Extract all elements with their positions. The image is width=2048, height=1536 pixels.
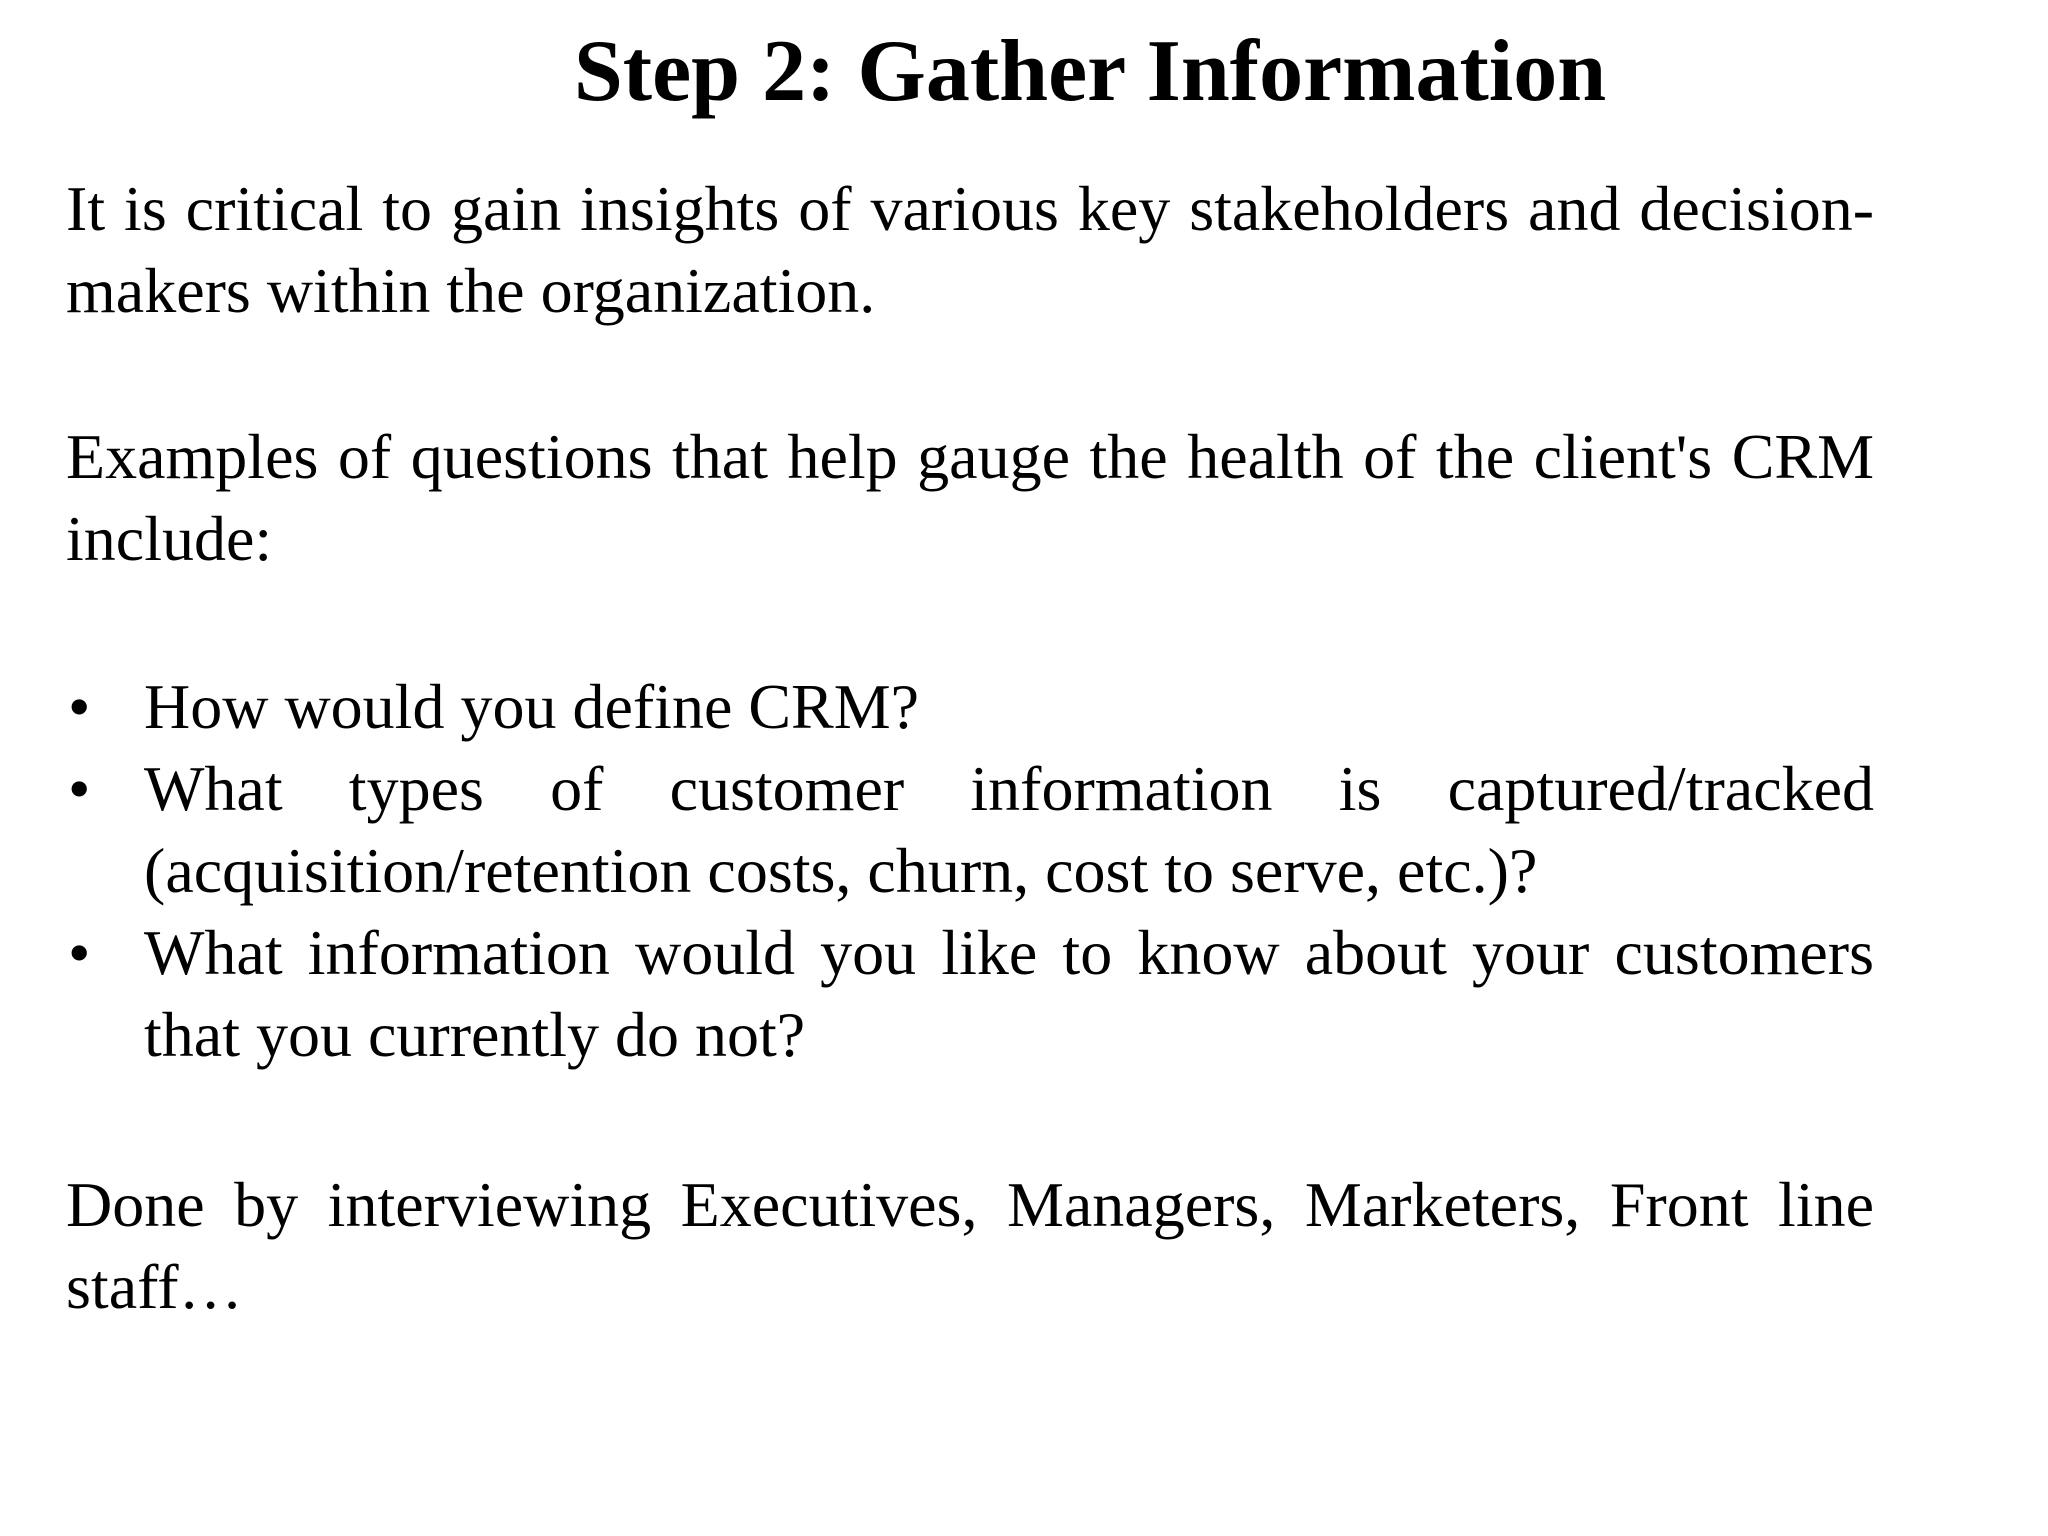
bullet-icon: • bbox=[68, 753, 91, 824]
bullet-icon: • bbox=[68, 671, 91, 742]
closing-paragraph: Done by interviewing Executives, Managers, Marketers, Front line staff… bbox=[66, 1169, 1874, 1322]
list-item-text: How would you define CRM? bbox=[144, 671, 920, 742]
bullet-icon: • bbox=[68, 917, 91, 988]
list-item bbox=[66, 666, 1874, 748]
slide-title: Step 2: Gather Information bbox=[573, 23, 1607, 120]
examples-lead-paragraph: Examples of questions that help gauge the health of the client's CRM include: bbox=[66, 421, 1874, 574]
question-list bbox=[66, 666, 1874, 1076]
list-item bbox=[66, 748, 1874, 912]
intro-paragraph: It is critical to gain insights of various key stakeholders and decision-makers within the organization. bbox=[66, 173, 1874, 326]
list-item bbox=[66, 912, 1874, 1076]
list-item-text: What information would you like to know about your customers that you currently do not? bbox=[144, 917, 1874, 1070]
list-item-text: What types of customer information is captured/tracked (acquisition/retention costs, churn, cost to serve, etc.)? bbox=[144, 753, 1874, 906]
